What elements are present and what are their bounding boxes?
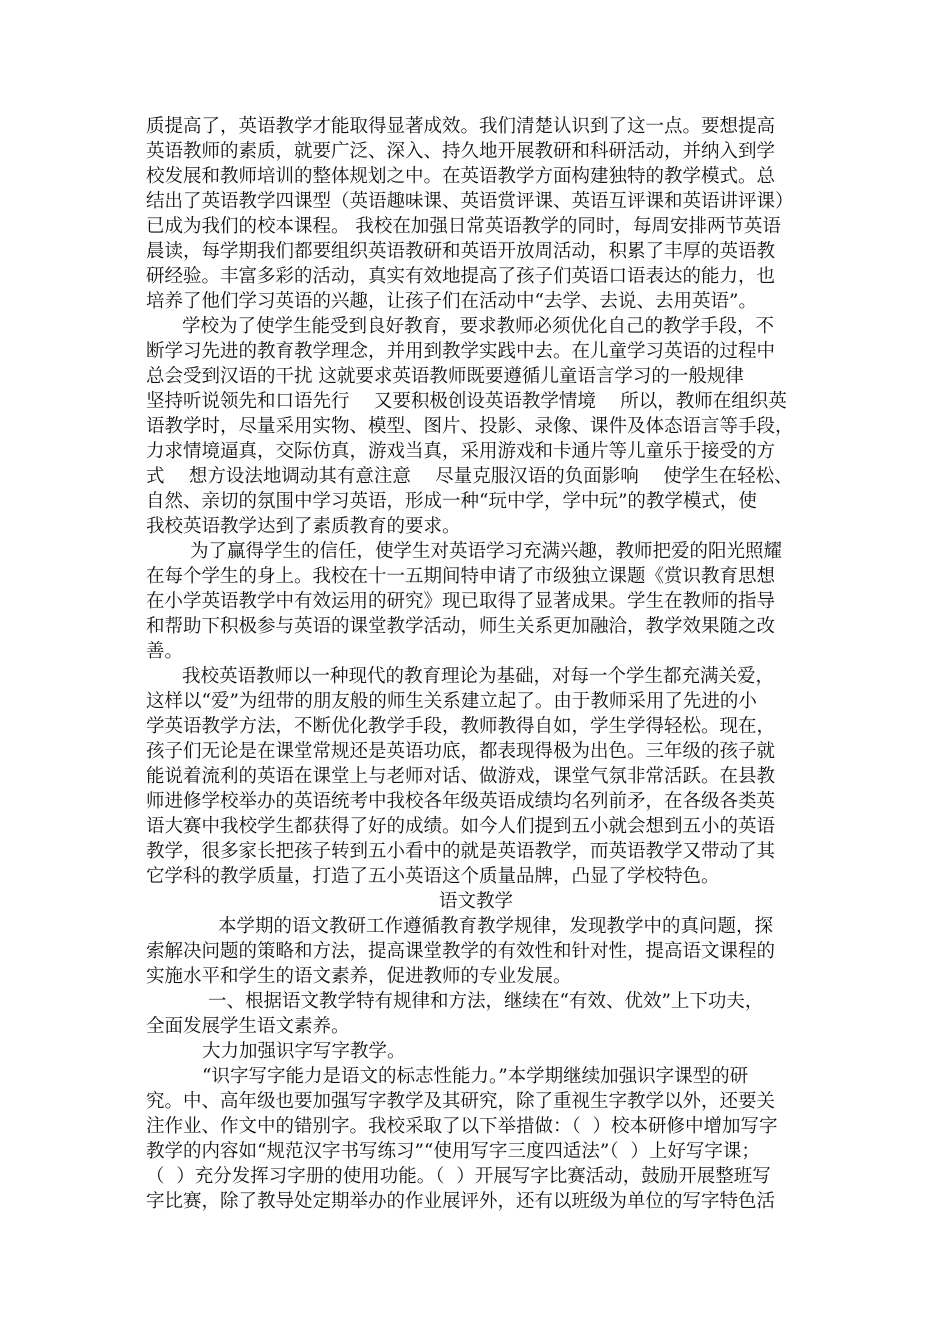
paragraph-first-line: 一、根据语文教学特有规律和方法，继续在“有效、优效”上下功夫，: [208, 991, 764, 1012]
text-line: 学英语教学方法，不断优化教学手段，教师教得自如，学生学得轻松。现在，: [146, 716, 776, 737]
text-line: 孩子们无论是在课堂常规还是英语功底，都表现得极为出色。三年级的孩子就: [146, 741, 776, 762]
text-line: 总会受到汉语的干扰 这就要求英语教师既要遵循儿童语言学习的一般规律: [146, 366, 744, 387]
text-line: 语教学时，尽量采用实物、模型、图片、投影、录像、课件及体态语言等手段，: [146, 416, 794, 437]
text-line: 自然、亲切的氛围中学习英语，形成一种“玩中学，学中玩”的教学模式，使: [146, 491, 757, 512]
text-line: 培养了他们学习英语的兴趣，让孩子们在活动中“去学、去说、去用英语”。: [146, 291, 757, 312]
subheading: 大力加强识字写字教学。: [202, 1041, 406, 1062]
text-line: 全面发展学生语文素养。: [146, 1016, 350, 1037]
text-line: 这样以“爱”为纽带的朋友般的师生关系建立起了。由于教师采用了先进的小: [146, 691, 757, 712]
text-line: 在每个学生的身上。我校在十一五期间特申请了市级独立课题《赏识教育思想: [146, 566, 776, 587]
text-line: 式 想方设法地调动其有意注意 尽量克服汉语的负面影响 使学生在轻松、: [146, 466, 793, 487]
text-line: 它学科的教学质量，打造了五小英语这个质量品牌，凸显了学校特色。: [146, 866, 720, 887]
paragraph-first-line: 我校英语教师以一种现代的教育理论为基础，对每一个学生都充满关爱，: [182, 666, 775, 687]
text-line: 和帮助下积极参与英语的课堂教学活动，师生关系更加融洽，教学效果随之改: [146, 616, 776, 637]
text-line: 师进修学校举办的英语统考中我校各年级英语成绩均名列前矛，在各级各类英: [146, 791, 776, 812]
text-line: （ ）充分发挥习字册的使用功能。（ ）开展写字比赛活动，鼓励开展整班写: [146, 1166, 771, 1187]
text-line: 教学的内容如“规范汉字书写练习”“使用写字三度四适法”（ ）上好写字课；: [146, 1141, 760, 1162]
text-line: 我校英语教学达到了素质教育的要求。: [146, 516, 461, 537]
text-line: 已成为我们的校本课程。 我校在加强日常英语教学的同时，每周安排两节英语: [146, 216, 781, 237]
text-line: 能说着流利的英语在课堂上与老师对话、做游戏，课堂气氛非常活跃。在县教: [146, 766, 776, 787]
text-line: 注作业、作文中的错别字。我校采取了以下举措做：（ ）校本研修中增加写字: [146, 1116, 778, 1137]
text-line: 校发展和教师培训的整体规划之中。在英语教学方面构建独特的教学模式。总: [146, 166, 776, 187]
text-line: 索解决问题的策略和方法，提高课堂教学的有效性和针对性，提高语文课程的: [146, 941, 776, 962]
paragraph-first-line: 本学期的语文教研工作遵循教育教学规律，发现教学中的真问题，探: [218, 916, 774, 937]
text-line: 断学习先进的教育教学理念，并用到教学实践中去。在儿童学习英语的过程中: [146, 341, 776, 362]
text-line: 结出了英语教学四课型（英语趣味课、英语赏评课、英语互评课和英语讲评课）: [146, 191, 794, 212]
text-line: 究。中、高年级也要加强写字教学及其研究，除了重视生字教学以外，还要关: [146, 1091, 776, 1112]
text-line: 力求情境逼真，交际仿真，游戏当真，采用游戏和卡通片等儿童乐于接受的方: [146, 441, 776, 462]
text-line: 实施水平和学生的语文素养，促进教师的专业发展。: [146, 966, 572, 987]
paragraph-first-line: “识字写字能力是语文的标志性能力。”本学期继续加强识字课型的研: [202, 1066, 749, 1087]
text-line: 坚持听说领先和口语先行 又要积极创设英语教学情境 所以，教师在组织英: [146, 391, 787, 412]
text-line: 字比赛，除了教导处定期举办的作业展评外，还有以班级为单位的写字特色活: [146, 1191, 776, 1212]
text-line: 语大赛中我校学生都获得了好的成绩。如今人们提到五小就会想到五小的英语: [146, 816, 776, 837]
document-page: [146, 114, 806, 1214]
text-line: 研经验。丰富多彩的活动，真实有效地提高了孩子们英语口语表达的能力，也: [146, 266, 776, 287]
text-line: 在小学英语教学中有效运用的研究》现已取得了显著成果。学生在教师的指导: [146, 591, 776, 612]
section-heading: 语文教学: [438, 891, 513, 912]
paragraph-first-line: 为了赢得学生的信任，使学生对英语学习充满兴趣，教师把爱的阳光照耀: [190, 541, 783, 562]
text-line: 晨读，每学期我们都要组织英语教研和英语开放周活动，积累了丰厚的英语教: [146, 241, 776, 262]
text-line: 英语教师的素质，就要广泛、深入、持久地开展教研和科研活动，并纳入到学: [146, 141, 776, 162]
text-line: 教学，很多家长把孩子转到五小看中的就是英语教学，而英语教学又带动了其: [146, 841, 776, 862]
paragraph-first-line: 学校为了使学生能受到良好教育，要求教师必须优化自己的教学手段，不: [182, 316, 775, 337]
text-line: 善。: [146, 641, 184, 662]
text-line: 质提高了，英语教学才能取得显著成效。我们清楚认识到了这一点。要想提高: [146, 116, 776, 137]
